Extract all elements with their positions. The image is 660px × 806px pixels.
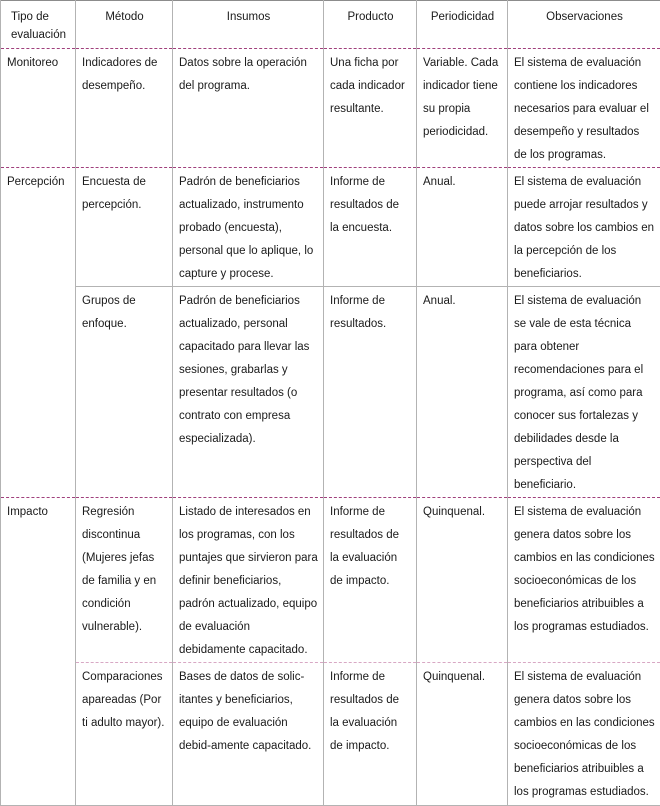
cell-metodo: Grupos de enfoque. [76, 287, 173, 498]
table-row [1, 663, 660, 806]
cell-producto: Informe de resultados de la evaluación de impacto. [324, 498, 417, 663]
header-insumos: Insumos [173, 1, 324, 49]
cell-insumos: Listado de interesados en los programas, con los puntajes que sirvieron para definir beneficiarios, padrón actualizado, equipo de evaluación debidamente capacitado. [173, 498, 324, 663]
cell-tipo [1, 663, 76, 806]
table-header-row [1, 1, 660, 49]
cell-periodicidad: Anual. [417, 287, 508, 498]
cell-metodo: Indicadores de desempeño. [76, 49, 173, 168]
cell-tipo: Monitoreo [1, 49, 76, 168]
header-tipo: Tipo de evaluación [1, 1, 76, 49]
cell-metodo: Regresión discontinua (Mujeres jefas de familia y en condición vulnerable). [76, 498, 173, 663]
cell-observaciones: El sistema de evaluación contiene los indicadores necesarios para evaluar el desempeño y resultados de los programas. [508, 49, 660, 168]
cell-producto: Informe de resultados de la evaluación de impacto. [324, 663, 417, 806]
cell-producto: Informe de resultados de la encuesta. [324, 168, 417, 287]
header-periodicidad: Periodicidad [417, 1, 508, 49]
table-row [1, 49, 660, 168]
cell-periodicidad: Quinquenal. [417, 663, 508, 806]
cell-periodicidad: Anual. [417, 168, 508, 287]
cell-periodicidad: Quinquenal. [417, 498, 508, 663]
header-metodo: Método [76, 1, 173, 49]
cell-insumos: Bases de datos de solic-itantes y beneficiarios, equipo de evaluación debid-amente capacitado. [173, 663, 324, 806]
cell-metodo: Comparaciones apareadas (Por ti adulto mayor). [76, 663, 173, 806]
cell-metodo: Encuesta de percepción. [76, 168, 173, 287]
cell-observaciones: El sistema de evaluación se vale de esta técnica para obtener recomendaciones para el programa, así como para conocer sus fortalezas y debilidades desde la perspectiva del beneficiario. [508, 287, 660, 498]
header-observaciones: Observaciones [508, 1, 660, 49]
cell-producto: Informe de resultados. [324, 287, 417, 498]
cell-insumos: Datos sobre la operación del programa. [173, 49, 324, 168]
cell-observaciones: El sistema de evaluación genera datos sobre los cambios en las condiciones socioeconómicas de los beneficiarios atribuibles a los programas estudiados. [508, 498, 660, 663]
cell-tipo: Impacto [1, 498, 76, 663]
cell-observaciones: El sistema de evaluación genera datos sobre los cambios en las condiciones socioeconómicas de los beneficiarios atribuibles a los programas estudiados. [508, 663, 660, 806]
table-row [1, 168, 660, 287]
cell-periodicidad: Variable. Cada indicador tiene su propia periodicidad. [417, 49, 508, 168]
cell-insumos: Padrón de beneficiarios actualizado, personal capacitado para llevar las sesiones, grabarlas y presentar resultados (o contrato con empresa especializada). [173, 287, 324, 498]
cell-tipo [1, 287, 76, 498]
header-producto: Producto [324, 1, 417, 49]
cell-producto: Una ficha por cada indicador resultante. [324, 49, 417, 168]
cell-insumos: Padrón de beneficiarios actualizado, instrumento probado (encuesta), personal que lo aplique, lo capture y procese. [173, 168, 324, 287]
cell-tipo: Percepción [1, 168, 76, 287]
table-row [1, 498, 660, 663]
cell-observaciones: El sistema de evaluación puede arrojar resultados y datos sobre los cambios en la percepción de los beneficiarios. [508, 168, 660, 287]
table-row [1, 287, 660, 498]
